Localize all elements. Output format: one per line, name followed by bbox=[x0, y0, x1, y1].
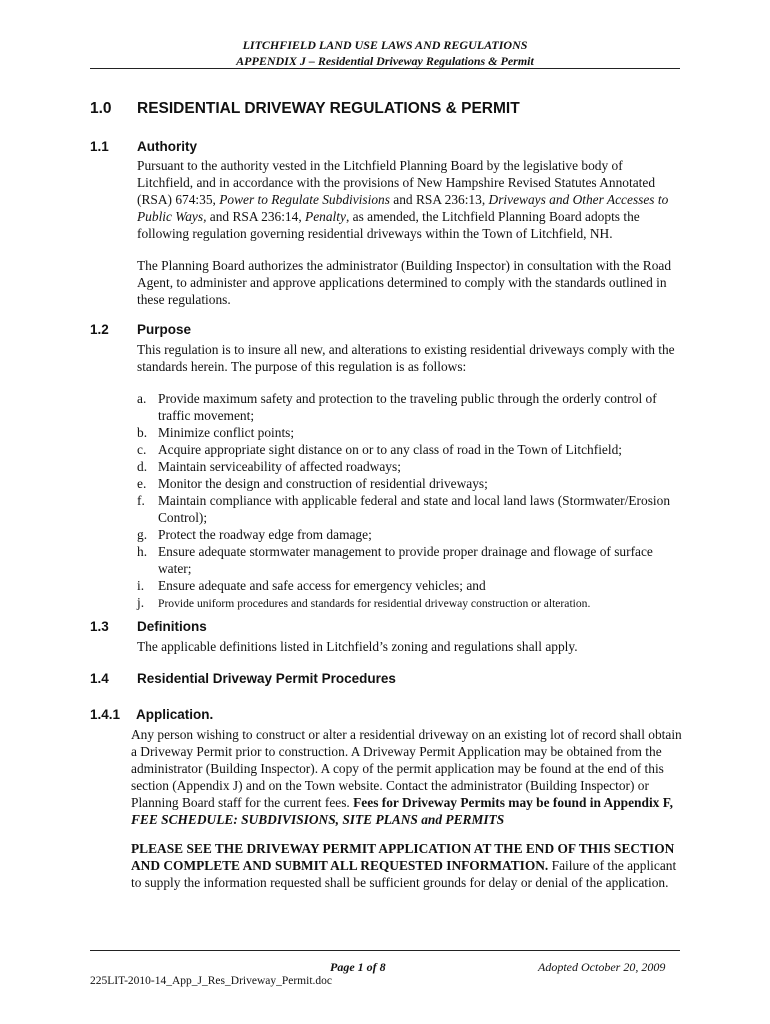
text-run: , as amended, the Litchfield Planning Board adopts the following regulation governing residential driveways within the Town of Litchfield, NH. bbox=[137, 209, 640, 241]
list-item bbox=[137, 543, 682, 577]
list-item bbox=[137, 441, 682, 458]
page-number: Page 1 of 8 bbox=[330, 960, 386, 974]
list-item bbox=[137, 458, 682, 475]
list-letter: j. bbox=[137, 595, 145, 610]
section-title: Residential Driveway Permit Procedures bbox=[137, 671, 396, 686]
text-run-bold: Fees for Driveway Permits may be found in Appendix F, bbox=[353, 795, 674, 810]
header-title: LITCHFIELD LAND USE LAWS AND REGULATIONS bbox=[242, 38, 528, 52]
list-letter: b. bbox=[137, 425, 148, 440]
list-text: Acquire appropriate sight distance on or to any class of road in the Town of Litchfield; bbox=[158, 442, 623, 457]
text-run: Failure of the applicant to supply the information requested shall be sufficient grounds for delay or denial of the application. bbox=[131, 858, 677, 890]
page-header bbox=[0, 37, 770, 69]
header-subtitle: APPENDIX J – Residential Driveway Regulations & Permit bbox=[236, 54, 534, 68]
section-number: 1.4 bbox=[90, 671, 109, 686]
application-paragraph-2 bbox=[131, 840, 682, 891]
list-text: Provide maximum safety and protection to the traveling public through the orderly control of traffic movement; bbox=[158, 391, 657, 423]
list-text: Ensure adequate stormwater management to provide proper drainage and flowage of surface water; bbox=[158, 544, 653, 576]
authority-paragraph-2: The Planning Board authorizes the administrator (Building Inspector) in consultation with the Road Agent, to administer and approve applications determined to comply with the standards outlined in these regulations. bbox=[137, 258, 672, 307]
text-run: Any person wishing to construct or alter a residential driveway on an existing lot of record shall obtain a Driveway Permit prior to construction. A Driveway Permit Application may be obtained from the administrator (Building Inspector). A copy of the permit application may be found at the end of this section (Appendix J) and on the Town website. Contact the administrator (Building Inspector) or Planning Board staff for the current fees. bbox=[131, 727, 682, 810]
list-letter: e. bbox=[137, 476, 147, 491]
file-name: 225LIT-2010-14_App_J_Res_Driveway_Permit.doc bbox=[90, 975, 332, 987]
text-run: and RSA 236:13, bbox=[389, 192, 489, 207]
list-item bbox=[137, 526, 682, 543]
list-letter: f. bbox=[137, 493, 145, 508]
list-letter: g. bbox=[137, 527, 148, 542]
authority-paragraph-1 bbox=[137, 157, 682, 242]
list-letter: c. bbox=[137, 442, 147, 457]
text-run-italic: Power to Regulate Subdivisions bbox=[219, 192, 390, 207]
section-title: Application. bbox=[136, 707, 214, 722]
list-text: Maintain serviceability of affected roadways; bbox=[158, 459, 401, 474]
text-run-italic: Driveways and Other Accesses to Public Ways, bbox=[137, 192, 669, 224]
list-text: Provide uniform procedures and standards for residential driveway construction or alteration. bbox=[158, 597, 591, 610]
section-number: 1.3 bbox=[90, 619, 109, 634]
list-text: Minimize conflict points; bbox=[158, 425, 295, 440]
footer-rule bbox=[90, 950, 680, 951]
section-title: Definitions bbox=[137, 619, 207, 634]
list-item bbox=[137, 390, 682, 424]
list-item bbox=[137, 475, 682, 492]
list-text: Protect the roadway edge from damage; bbox=[158, 527, 372, 542]
list-letter: i. bbox=[137, 578, 145, 593]
list-item bbox=[137, 492, 682, 526]
list-letter: d. bbox=[137, 459, 148, 474]
text-run: Pursuant to the authority vested in the Litchfield Planning Board by the legislative body of Litchfield, and in accordance with the provisions of New Hampshire Revised Statutes Annotated (RSA) 674:35, bbox=[137, 158, 656, 207]
adopted-date: Adopted October 20, 2009 bbox=[538, 960, 666, 974]
list-item bbox=[137, 594, 682, 612]
application-paragraph-1 bbox=[131, 726, 682, 828]
text-run-bold: PLEASE SEE THE DRIVEWAY PERMIT APPLICATION AT THE END OF THIS SECTION AND COMPLETE AND SUBMIT ALL REQUESTED INFORMATION. bbox=[131, 841, 675, 873]
text-run-italic: Penalty bbox=[305, 209, 346, 224]
list-item bbox=[137, 577, 682, 594]
list-item bbox=[137, 424, 682, 441]
section-number: 1.0 bbox=[90, 100, 112, 117]
text-run-bold-italic: FEE SCHEDULE: SUBDIVISIONS, SITE PLANS and PERMITS bbox=[131, 812, 505, 827]
definitions-paragraph: The applicable definitions listed in Litchfield’s zoning and regulations shall apply. bbox=[137, 639, 578, 654]
section-number: 1.1 bbox=[90, 139, 109, 154]
list-letter: h. bbox=[137, 544, 148, 559]
list-text: Maintain compliance with applicable federal and state and local land laws (Stormwater/Erosion Control); bbox=[158, 493, 671, 525]
purpose-paragraph: This regulation is to insure all new, and alterations to existing residential driveways comply with the standards herein. The purpose of this regulation is as follows: bbox=[137, 342, 675, 374]
section-title: RESIDENTIAL DRIVEWAY REGULATIONS & PERMIT bbox=[137, 100, 520, 117]
text-run: and RSA 236:14, bbox=[206, 209, 306, 224]
list-letter: a. bbox=[137, 391, 147, 406]
purpose-list bbox=[137, 390, 682, 612]
section-number: 1.2 bbox=[90, 322, 109, 337]
section-number: 1.4.1 bbox=[90, 707, 121, 722]
list-text: Ensure adequate and safe access for emergency vehicles; and bbox=[158, 578, 486, 593]
list-text: Monitor the design and construction of residential driveways; bbox=[158, 476, 488, 491]
header-rule bbox=[90, 68, 680, 69]
section-title: Purpose bbox=[137, 322, 192, 337]
section-title: Authority bbox=[137, 139, 197, 154]
